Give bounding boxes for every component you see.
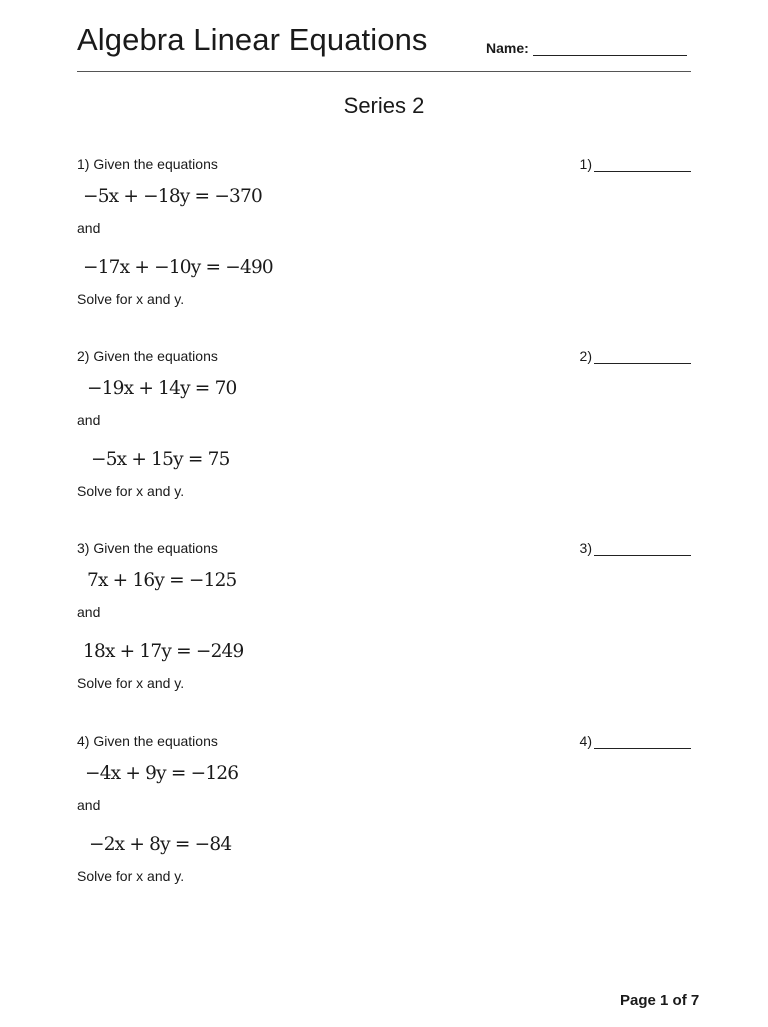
equation-2: −5x + 15y = 75: [91, 449, 230, 470]
problem-prompt: 2) Given the equations: [77, 348, 218, 364]
answer-label: 2): [579, 348, 592, 364]
answer-label: 4): [579, 733, 592, 749]
series-heading: Series 2: [343, 93, 425, 118]
answer-field: [580, 156, 691, 172]
name-label: Name:: [486, 40, 529, 56]
equation-1: −5x + −18y = −370: [83, 186, 262, 207]
solve-instruction: Solve for x and y.: [77, 675, 185, 691]
and-label: and: [77, 797, 101, 813]
and-label: and: [77, 412, 101, 428]
page-number: Page 1 of 7: [620, 992, 700, 1009]
problem-1: [77, 156, 691, 331]
answer-label: 1): [579, 156, 592, 172]
problem-3: [77, 540, 691, 715]
solve-instruction: Solve for x and y.: [77, 291, 185, 307]
answer-blank-line[interactable]: [594, 734, 691, 749]
problem-prompt: 1) Given the equations: [77, 156, 218, 172]
worksheet-title: Algebra Linear Equations: [77, 22, 428, 57]
answer-label: 3): [579, 540, 592, 556]
problem-prompt: 3) Given the equations: [77, 540, 218, 556]
and-label: and: [77, 604, 101, 620]
answer-field: [580, 540, 691, 556]
answer-blank-line[interactable]: [594, 349, 691, 364]
equation-2: 18x + 17y = −249: [83, 641, 244, 662]
equation-1: 7x + 16y = −125: [87, 570, 237, 591]
problem-prompt: 4) Given the equations: [77, 733, 218, 749]
problem-4: [77, 733, 691, 908]
equation-1: −4x + 9y = −126: [85, 763, 239, 784]
header-divider: [77, 71, 691, 72]
equation-2: −2x + 8y = −84: [89, 834, 232, 855]
answer-blank-line[interactable]: [594, 157, 691, 172]
name-blank-line[interactable]: [533, 42, 687, 56]
and-label: and: [77, 220, 101, 236]
problem-2: [77, 348, 691, 523]
answer-field: [580, 348, 691, 364]
solve-instruction: Solve for x and y.: [77, 868, 185, 884]
answer-field: [580, 733, 691, 749]
equation-1: −19x + 14y = 70: [87, 378, 237, 399]
solve-instruction: Solve for x and y.: [77, 483, 185, 499]
answer-blank-line[interactable]: [594, 541, 691, 556]
equation-2: −17x + −10y = −490: [83, 257, 273, 278]
name-field: [486, 40, 687, 56]
